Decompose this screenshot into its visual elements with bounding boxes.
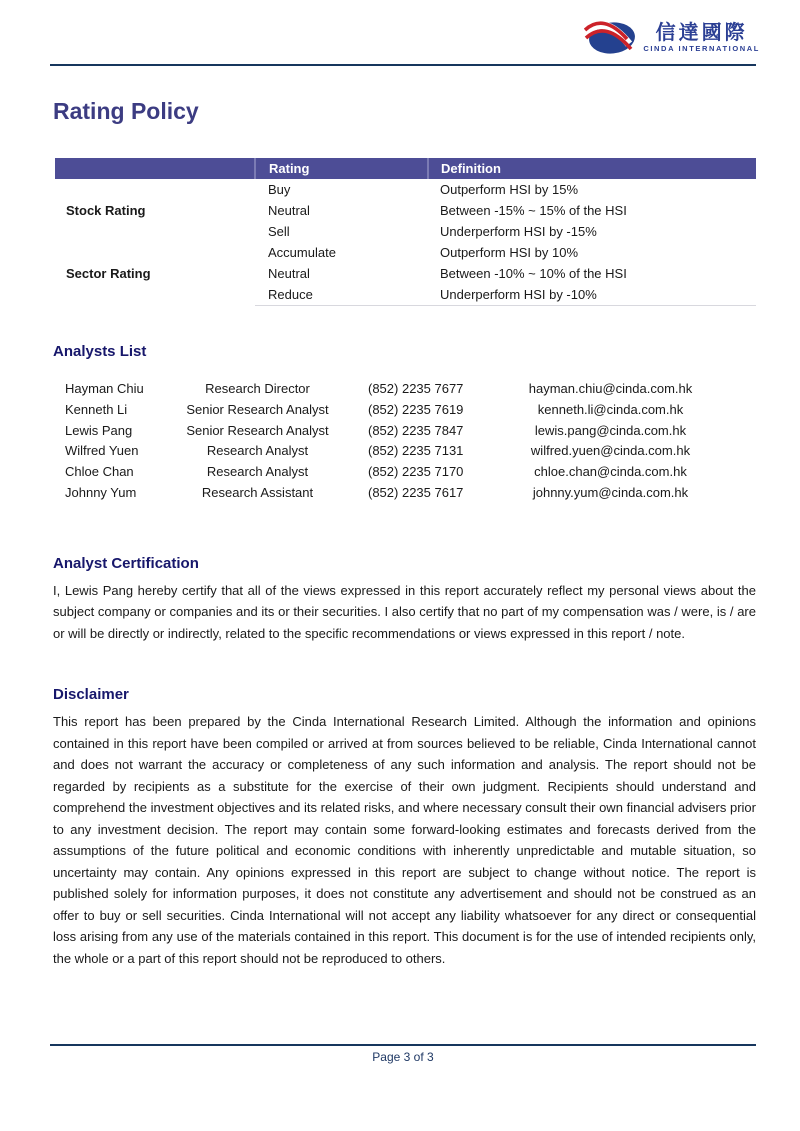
analyst-certification-heading: Analyst Certification bbox=[53, 554, 199, 572]
analyst-title: Research Analyst bbox=[206, 443, 309, 459]
rating-definition: Underperform HSI by -10% bbox=[428, 284, 756, 306]
analyst-email: kenneth.li@cinda.com.hk bbox=[537, 401, 684, 417]
analyst-phone: (852) 2235 7677 bbox=[368, 381, 464, 396]
analyst-email: wilfred.yuen@cinda.com.hk bbox=[530, 443, 691, 459]
rating-table-header-category bbox=[55, 158, 255, 179]
cinda-logo bbox=[584, 17, 760, 59]
rating-value: Accumulate bbox=[268, 245, 336, 260]
rating-table-header-definition: Definition bbox=[428, 158, 756, 179]
rating-definition: Outperform HSI by 15% bbox=[440, 182, 578, 197]
rating-value: Neutral bbox=[268, 203, 310, 218]
header-rule bbox=[50, 64, 756, 66]
analyst-row bbox=[65, 379, 756, 400]
rating-definition: Between -15% ~ 15% of the HSI bbox=[440, 203, 627, 218]
analyst-certification-text: I, Lewis Pang hereby certify that all of the views expressed in this report accurately reflect my personal views about the subject company or companies and its or their securities. I also certify that no part of my compensation was / were, is / are or will be directly or indirectly, related to the specific recommendations or views expressed in this report / note. bbox=[53, 582, 756, 641]
analyst-title: Research Assistant bbox=[201, 484, 314, 500]
rating-definition: Between -10% ~ 10% of the HSI bbox=[440, 266, 627, 281]
sector-rating-label: Sector Rating bbox=[66, 266, 151, 282]
logo-chinese-name: 信達國際 bbox=[655, 22, 748, 44]
stock-rating-label: Stock Rating bbox=[66, 203, 146, 218]
rating-table-header-rating: Rating bbox=[255, 158, 428, 179]
page-title: Rating Policy bbox=[53, 98, 199, 124]
page-number: Page 3 of 3 bbox=[372, 1050, 434, 1064]
table-row bbox=[55, 242, 756, 263]
table-row bbox=[55, 179, 756, 200]
analyst-phone: (852) 2235 7847 bbox=[368, 422, 464, 438]
logo-english-name: CINDA INTERNATIONAL bbox=[643, 44, 760, 53]
analyst-row bbox=[65, 421, 756, 442]
rating-policy-table bbox=[55, 158, 756, 306]
analyst-name: Kenneth Li bbox=[65, 401, 128, 417]
rating-value: Reduce bbox=[255, 284, 428, 306]
analyst-title: Senior Research Analyst bbox=[186, 401, 329, 417]
rating-value: Buy bbox=[268, 182, 291, 197]
analyst-phone: (852) 2235 7131 bbox=[368, 443, 464, 459]
analyst-title: Research Analyst bbox=[206, 464, 309, 480]
analyst-email: hayman.chiu@cinda.com.hk bbox=[528, 381, 693, 396]
analyst-email: lewis.pang@cinda.com.hk bbox=[534, 422, 687, 438]
rating-value: Neutral bbox=[268, 266, 310, 281]
analyst-phone: (852) 2235 7617 bbox=[368, 484, 464, 500]
footer-rule bbox=[50, 1044, 756, 1046]
analyst-email: chloe.chan@cinda.com.hk bbox=[534, 464, 687, 480]
page-content bbox=[0, 98, 800, 969]
analyst-name: Chloe Chan bbox=[65, 464, 134, 480]
analyst-row bbox=[65, 462, 756, 483]
rating-table-header-row bbox=[55, 158, 756, 179]
analyst-row bbox=[65, 400, 756, 421]
analyst-title: Senior Research Analyst bbox=[186, 422, 329, 438]
analyst-name: Johnny Yum bbox=[65, 484, 137, 500]
cinda-globe-icon bbox=[584, 17, 636, 59]
disclaimer-text: This report has been prepared by the Cinda International Research Limited. Although the information and opinions contained in this report have been compiled or arrived at from sources believed to be reliable, Cinda International cannot and does not warrant the accuracy or completeness of any such information and analysis. The report should not be regarded by recipients as a substitute for the exercise of their own judgment. Recipients should understand and comprehend the investment objectives and its related risks, and where necessary consult their own financial advisers prior to any investment decision. The report may contain some forward-looking estimates and forecasts derived from the assumptions of the future political and economic conditions with inherently unpredictable and mutable situation, so uncertainty may contain. Any opinions expressed in this report are subject to change without notice. The report is published solely for information purposes, it does not constitute any advertisement and should not be construed as an offer to buy or sell securities. Cinda International will not accept any liability whatsoever for any direct or consequential loss arising from any use of the materials contained in this report. This document is for the use of intended recipients only, the whole or a part of this report should not be reproduced to others. bbox=[53, 714, 756, 966]
analyst-name: Hayman Chiu bbox=[65, 381, 144, 396]
analyst-name: Lewis Pang bbox=[65, 422, 133, 438]
rating-value: Sell bbox=[268, 224, 290, 239]
rating-definition: Outperform HSI by 10% bbox=[440, 245, 578, 260]
document-header bbox=[0, 0, 800, 66]
analysts-list-heading: Analysts List bbox=[53, 343, 147, 360]
analysts-table bbox=[65, 379, 756, 504]
analyst-row bbox=[65, 483, 756, 504]
analyst-name: Wilfred Yuen bbox=[65, 443, 139, 459]
rating-definition: Underperform HSI by -15% bbox=[440, 224, 597, 239]
analyst-email: johnny.yum@cinda.com.hk bbox=[532, 484, 689, 500]
analyst-phone: (852) 2235 7619 bbox=[368, 401, 464, 417]
logo-text bbox=[643, 22, 760, 54]
analyst-row bbox=[65, 441, 756, 462]
analyst-phone: (852) 2235 7170 bbox=[368, 464, 464, 480]
disclaimer-heading: Disclaimer bbox=[53, 686, 129, 704]
analyst-title: Research Director bbox=[205, 381, 310, 396]
document-footer bbox=[50, 1044, 756, 1064]
